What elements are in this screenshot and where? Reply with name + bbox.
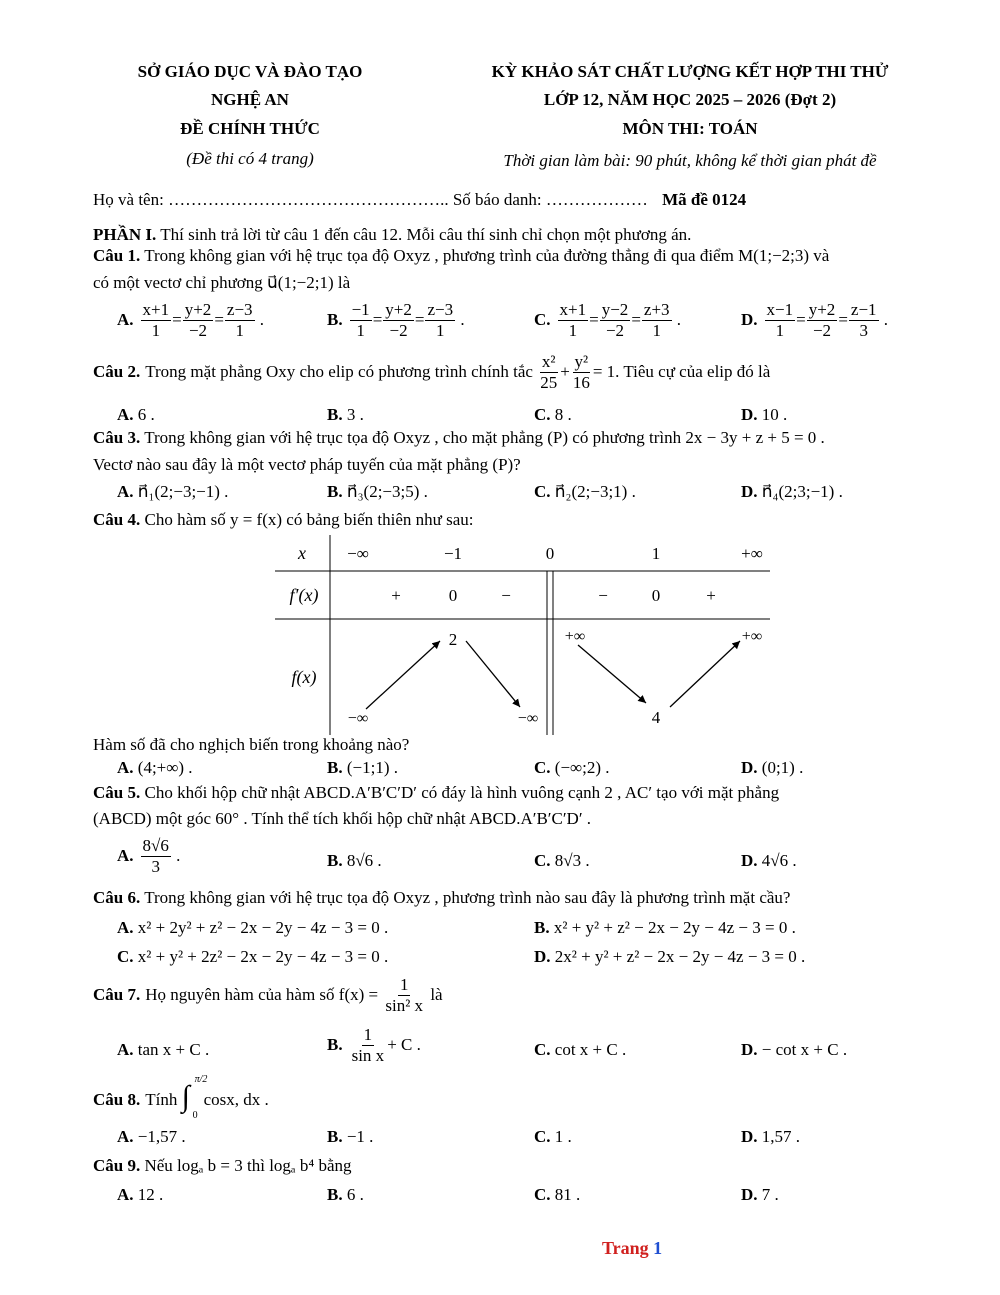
option-key: A. — [117, 1127, 134, 1146]
option-value: (0;1) . — [761, 758, 804, 777]
frac-den: 1 — [568, 320, 578, 340]
q1-line1 — [93, 246, 829, 266]
option-value: 10 . — [761, 405, 788, 424]
frac-den: 3 — [151, 856, 160, 876]
q4-option-c[interactable] — [534, 758, 610, 778]
exam-subject: MÔN THI: TOÁN — [622, 119, 758, 138]
q2-pre: Trong mặt phẳng Oxy cho elip có phương trình chính tắc — [145, 362, 533, 382]
frac-den: sin² x — [385, 995, 424, 1015]
f-value: 2 — [448, 630, 458, 649]
q8-option-b[interactable] — [327, 1127, 373, 1147]
frac-num: x+1 — [559, 300, 587, 319]
option-key: C. — [534, 405, 551, 424]
q3-option-b[interactable] — [327, 482, 428, 502]
q5-text2: (ABCD) một góc 60° . Tính thể tích khối hộp chữ nhật ABCD.A′B′C′D′ . — [93, 809, 592, 828]
frac-den: 16 — [572, 372, 590, 392]
q2-option-c[interactable] — [534, 405, 572, 425]
option-key: D. — [741, 405, 758, 424]
frac-num: z+3 — [643, 300, 670, 319]
q4-text: Cho hàm số y = f(x) có bảng biến thiên như sau: — [144, 510, 474, 529]
arrow-up — [366, 641, 440, 709]
frac-den: −2 — [188, 320, 208, 340]
q5-option-d[interactable] — [741, 851, 797, 871]
q1-option-d[interactable]: D. $\frac{x-1}{1}$ = $\frac{y+2}{-2}$ = $\frac{z-1}{3}$ . — [741, 300, 889, 340]
q3-option-c[interactable] — [534, 482, 636, 502]
exam-code: Mã đề 0124 — [662, 190, 747, 209]
q2-post: . Tiêu cự của elip đó là — [615, 362, 771, 382]
page-footer — [602, 1238, 662, 1259]
q7-line — [93, 975, 443, 1015]
q5-label: Câu 5. — [93, 783, 141, 802]
x-label: x — [298, 543, 306, 563]
option-key: C. — [534, 1185, 551, 1204]
option-key: B. — [327, 405, 343, 424]
x-value: 0 — [545, 544, 555, 563]
q6-option-c[interactable] — [117, 947, 388, 967]
option-value: 3 . — [346, 405, 364, 424]
q7-label: Câu 7. — [93, 985, 141, 1005]
q9-option-b[interactable] — [327, 1185, 364, 1205]
frac-num: x² — [541, 352, 556, 371]
q8-pre: Tính — [145, 1090, 178, 1109]
frac-num: −1 — [351, 300, 370, 319]
option-value: 7 . — [761, 1185, 779, 1204]
option-key: B. — [327, 1127, 343, 1146]
option-key: C. — [534, 758, 551, 777]
option-key: C. — [117, 947, 134, 966]
option-key: C. — [534, 1040, 551, 1059]
frac-den: 1 — [775, 320, 785, 340]
fprime-sign: 0 — [651, 586, 661, 605]
q6-option-d[interactable] — [534, 947, 805, 967]
frac-den: 1 — [356, 320, 365, 340]
q6-option-a[interactable] — [117, 918, 388, 938]
option-key: A. — [117, 758, 134, 777]
frac-den: 3 — [859, 320, 868, 340]
frac-num: y+2 — [184, 300, 212, 319]
q2-option-b[interactable] — [327, 405, 364, 425]
option-key: B. — [327, 1035, 343, 1055]
option-value: − cot x + C . — [761, 1040, 848, 1059]
arrow-down — [578, 645, 646, 703]
q9-text: Nếu logₐ b = 3 thì logₐ b⁴ bằng — [144, 1156, 352, 1175]
option-key: A. — [117, 1185, 134, 1204]
option-value: 8 . — [554, 405, 572, 424]
option-key: D. — [741, 758, 758, 777]
q3-line1 — [93, 428, 825, 448]
arrow-down — [466, 641, 520, 707]
fprime-label: f′(x) — [289, 585, 319, 605]
frac-num: 1 — [363, 1025, 373, 1044]
option-key: D. — [741, 1185, 758, 1204]
q2-option-d[interactable] — [741, 405, 787, 425]
frac-num: y+2 — [385, 300, 412, 319]
option-key: A. — [117, 310, 134, 330]
official-label: ĐỀ CHÍNH THỨC — [180, 119, 320, 138]
q1-text2: có một vectơ chỉ phương u⃗(1;−2;1) là — [93, 273, 351, 292]
q9-option-d[interactable] — [741, 1185, 779, 1205]
option-key: D. — [741, 851, 758, 870]
option-value: 6 . — [137, 405, 155, 424]
option-key: C. — [534, 1127, 551, 1146]
q4-question: Hàm số đã cho nghịch biến trong khoảng nào? — [93, 735, 410, 754]
integral-lower: 0 — [192, 1110, 198, 1121]
q9-label: Câu 9. — [93, 1156, 141, 1175]
q7-option-a[interactable] — [117, 1040, 209, 1060]
q2-line: Câu 2. Trong mặt phẳng Oxy cho elip có phương trình chính tắc $\frac{\text{x²}}{25}$ + $\frac{\text{y²}}{16}$ = 1 . Tiêu cự của elip đó là — [93, 352, 771, 392]
frac-den: 1 — [436, 320, 445, 340]
q1-option-a[interactable]: A. $\frac{x+1}{1}$ = $\frac{y+2}{-2}$ = $\frac{z-3}{1}$ . — [117, 300, 265, 340]
q4-option-b[interactable] — [327, 758, 398, 778]
q5-line1 — [93, 783, 779, 803]
option-value: −1,57 . — [137, 1127, 186, 1146]
frac-num: x−1 — [766, 300, 794, 319]
part1-text: Thí sinh trả lời từ câu 1 đến câu 12. Mỗi câu thí sinh chỉ chọn một phương án. — [160, 225, 692, 244]
option-key: D. — [534, 947, 551, 966]
q3-option-a[interactable] — [117, 482, 228, 502]
q7-option-c[interactable] — [534, 1040, 626, 1060]
q3-label: Câu 3. — [93, 428, 141, 447]
x-value: +∞ — [741, 544, 763, 563]
f-value: 4 — [651, 708, 661, 727]
q2-eq: = 1 — [592, 362, 616, 382]
q6-label: Câu 6. — [93, 888, 141, 907]
frac-num: 1 — [399, 975, 409, 994]
option-key: A. — [117, 1040, 134, 1059]
frac-num: z−1 — [850, 300, 877, 319]
q9-line — [93, 1156, 352, 1176]
q8-integrand: cosx, dx . — [203, 1090, 269, 1109]
frac-num: 8√6 — [142, 836, 169, 855]
q2-option-a[interactable] — [117, 405, 155, 425]
q5-option-a[interactable]: A. $\frac{8√6}{3}$ . — [117, 836, 181, 876]
frac-den: 1 — [151, 320, 161, 340]
fprime-sign: + — [391, 586, 401, 605]
fprime-sign: − — [501, 586, 511, 605]
q1-option-c[interactable]: C. $\frac{x+1}{1}$ = $\frac{y-2}{-2}$ = $\frac{z+3}{1}$ . — [534, 300, 682, 340]
option-key: D. — [741, 1040, 758, 1059]
exam-time: Thời gian làm bài: 90 phút, không kể thời gian phát đề — [503, 151, 877, 170]
option-key: B. — [327, 482, 343, 501]
q5-option-b[interactable] — [327, 851, 382, 871]
f-label: f(x) — [291, 667, 317, 687]
frac-num: z−3 — [427, 300, 454, 319]
option-value: 8√3 . — [554, 851, 590, 870]
option-key: D. — [741, 310, 758, 330]
province-name: NGHỆ AN — [211, 90, 289, 109]
q4-line — [93, 510, 473, 530]
exam-title: KỲ KHẢO SÁT CHẤT LƯỢNG KẾT HỢP THI THỬ — [491, 62, 889, 81]
frac-num: x+1 — [142, 300, 170, 319]
integral-upper: π/2 — [194, 1074, 208, 1085]
q5-option-c[interactable] — [534, 851, 590, 871]
q6-line — [93, 888, 790, 908]
frac-num: y² — [574, 352, 589, 371]
arrow-up — [670, 641, 740, 707]
frac-den: 1 — [235, 320, 244, 340]
frac-num: z−3 — [226, 300, 253, 319]
frac-den: −2 — [605, 320, 625, 340]
option-value: 1 . — [554, 1127, 572, 1146]
q7-pre: Họ nguyên hàm của hàm số f(x) = — [145, 985, 379, 1005]
frac-den: −2 — [389, 320, 408, 340]
option-key: C. — [534, 482, 551, 501]
option-value: (4;+∞) . — [137, 758, 193, 777]
option-value: x² + 2y² + z² − 2x − 2y − 4z − 3 = 0 . — [137, 918, 389, 937]
option-key: C. — [534, 851, 551, 870]
option-key: B. — [327, 758, 343, 777]
option-value: (−1;1) . — [346, 758, 398, 777]
part1-label: PHẦN I. — [93, 225, 157, 244]
integral-sign: ∫ π/2 0 — [181, 1074, 208, 1121]
part1-instruction — [93, 225, 691, 245]
option-key: D. — [741, 1127, 758, 1146]
fprime-sign: 0 — [448, 586, 458, 605]
option-value: 1,57 . — [761, 1127, 801, 1146]
option-key: B. — [327, 851, 343, 870]
option-value: 81 . — [554, 1185, 581, 1204]
fprime-sign: + — [706, 586, 716, 605]
q8-line — [93, 1074, 269, 1122]
option-key: A. — [117, 405, 134, 424]
candidate-name-field: Họ và tên: ………………………………………….. Số báo danh: ……………… — [93, 190, 648, 209]
q7-post: là — [430, 985, 443, 1005]
frac-den: sin x — [351, 1045, 385, 1065]
page-number: 1 — [653, 1238, 663, 1258]
q8-option-a[interactable] — [117, 1127, 186, 1147]
frac-num: y−2 — [601, 300, 629, 319]
option-value: 8√6 . — [346, 851, 382, 870]
q6-option-b[interactable] — [534, 918, 796, 938]
q1-label: Câu 1. — [93, 246, 141, 265]
frac-num: y+2 — [808, 300, 836, 319]
option-value: tan x + C . — [137, 1040, 210, 1059]
f-value: +∞ — [741, 628, 763, 645]
option-key: D. — [741, 482, 758, 501]
q9-option-a[interactable] — [117, 1185, 163, 1205]
exam-grade-year: LỚP 12, NĂM HỌC 2025 – 2026 (Đợt 2) — [543, 90, 837, 109]
option-value: x² + y² + z² − 2x − 2y − 4z − 3 = 0 . — [553, 918, 796, 937]
candidate-info-line — [93, 190, 746, 210]
q2-label: Câu 2. — [93, 362, 141, 382]
q7-option-b[interactable] — [327, 1025, 421, 1065]
f-value: −∞ — [517, 710, 539, 727]
frac-den: 1 — [652, 320, 661, 340]
option-key: B. — [327, 1185, 343, 1204]
q3-text2: Vectơ nào sau đây là một vectơ pháp tuyến của mặt phẳng (P)? — [93, 455, 521, 474]
option-value: (−∞;2) . — [554, 758, 610, 777]
option-value: 4√6 . — [761, 851, 797, 870]
option-key: B. — [534, 918, 550, 937]
q1-option-b[interactable]: B. $\frac{-1}{1}$ = $\frac{y+2}{-2}$ = $\frac{z-3}{1}$ . — [327, 300, 465, 340]
q4-option-d[interactable] — [741, 758, 803, 778]
option-value: 12 . — [137, 1185, 164, 1204]
x-value: −1 — [443, 544, 463, 563]
option-value: 6 . — [346, 1185, 364, 1204]
option-key: A. — [117, 846, 134, 866]
q8-option-c[interactable] — [534, 1127, 572, 1147]
x-value: 1 — [651, 544, 661, 563]
option-value: cot x + C . — [554, 1040, 627, 1059]
q4-label: Câu 4. — [93, 510, 141, 529]
option-value: 2x² + y² + z² − 2x − 2y − 4z − 3 = 0 . — [554, 947, 806, 966]
q8-label: Câu 8. — [93, 1090, 141, 1109]
page-count-note: (Đề thi có 4 trang) — [186, 149, 314, 168]
q3-option-d[interactable] — [741, 482, 843, 502]
frac-den: 25 — [540, 372, 558, 392]
option-value: n⃗₁(2;−3;−1) . — [137, 482, 229, 501]
q5-text1: Cho khối hộp chữ nhật ABCD.A′B′C′D′ có đáy là hình vuông cạnh 2 , AC′ tạo với mặt phẳng — [144, 783, 780, 802]
option-key: B. — [327, 310, 343, 330]
option-value: + C . — [387, 1035, 421, 1055]
q8-option-d[interactable] — [741, 1127, 800, 1147]
f-value: −∞ — [347, 710, 369, 727]
option-key: A. — [117, 482, 134, 501]
q4-option-a[interactable] — [117, 758, 193, 778]
option-key: C. — [534, 310, 551, 330]
q9-option-c[interactable] — [534, 1185, 580, 1205]
variation-table — [270, 535, 775, 735]
q6-text: Trong không gian với hệ trục tọa độ Oxyz , phương trình nào sau đây là phương trình mặt cầu? — [144, 888, 791, 907]
option-value: n⃗₃(2;−3;5) . — [346, 482, 428, 501]
q7-option-d[interactable] — [741, 1040, 847, 1060]
frac-den: −2 — [812, 320, 832, 340]
q3-text1: Trong không gian với hệ trục tọa độ Oxyz , cho mặt phẳng (P) có phương trình 2x − 3y + z + 5 = 0 . — [144, 428, 825, 447]
option-value: n⃗₄(2;3;−1) . — [761, 482, 843, 501]
option-key: A. — [117, 918, 134, 937]
f-value: +∞ — [564, 628, 586, 645]
page-word: Trang — [602, 1238, 649, 1258]
option-value: n⃗₂(2;−3;1) . — [554, 482, 636, 501]
dept-name: SỞ GIÁO DỤC VÀ ĐÀO TẠO — [137, 62, 363, 81]
fprime-sign: − — [598, 586, 608, 605]
x-value: −∞ — [347, 544, 369, 563]
q1-text1: Trong không gian với hệ trục tọa độ Oxyz , phương trình của đường thẳng đi qua điểm M(1;−2;3) và — [144, 246, 830, 265]
option-value: −1 . — [346, 1127, 374, 1146]
option-value: x² + y² + 2z² − 2x − 2y − 4z − 3 = 0 . — [137, 947, 389, 966]
